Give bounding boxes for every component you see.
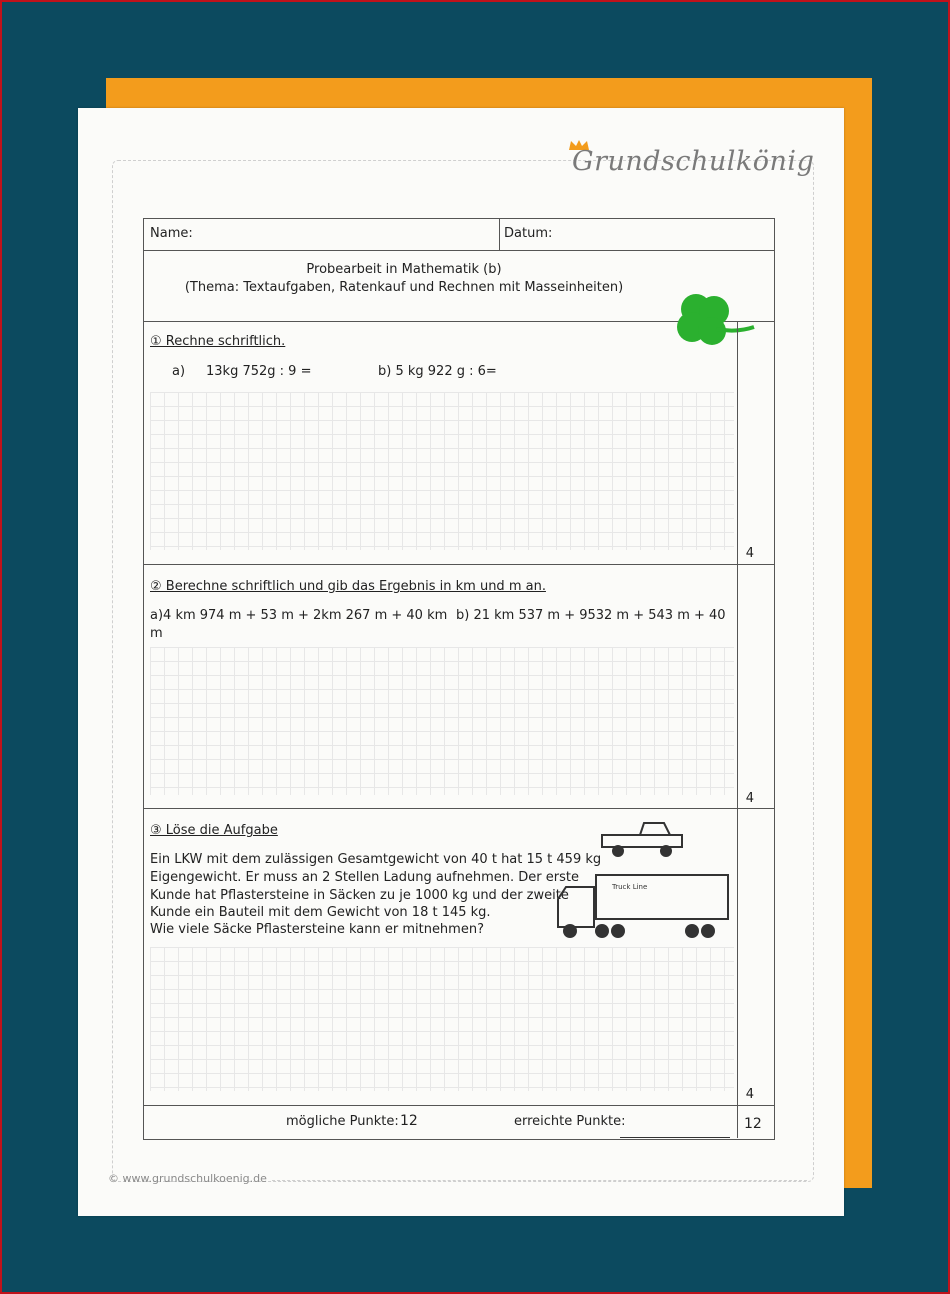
task2-a: a)4 km 974 m + 53 m + 2km 267 m + 40 km (150, 608, 448, 623)
task1-heading: ① Rechne schriftlich. (150, 334, 286, 349)
score-column (737, 565, 774, 808)
title-line2: (Thema: Textaufgaben, Ratenkauf und Rechnen mit Masseinheiten) (184, 280, 624, 295)
score-column (737, 322, 774, 564)
exam-sheet (143, 218, 775, 1140)
task2-b: b) 21 km 537 m + 9532 m + 543 m + 40 (456, 608, 726, 623)
answer-grid (150, 647, 734, 795)
task1-a: 13kg 752g : 9 = (206, 364, 312, 379)
task3-line: Kunde hat Pflastersteine in Säcken zu je 1000 kg und der zweite (150, 888, 569, 903)
task1-b: b) 5 kg 922 g : 6= (378, 364, 497, 379)
summary-row (144, 1106, 774, 1138)
footer-copyright: © www.grundschulkoenig.de (108, 1172, 267, 1185)
answer-grid (150, 947, 734, 1091)
achieved-points-label: erreichte Punkte: (514, 1114, 626, 1129)
task2-heading: ② Berechne schriftlich und gib das Ergebnis in km und m an. (150, 579, 546, 594)
truck-label: Truck Line (612, 883, 648, 891)
semi-truck-icon (554, 871, 732, 943)
title-line1: Probearbeit in Mathematik (b) (306, 262, 502, 277)
task2-a-cont: m (150, 626, 163, 641)
possible-points-value: 12 (400, 1113, 418, 1129)
possible-points-label: mögliche Punkte: (286, 1114, 399, 1129)
footer-dashed-line (272, 1180, 807, 1181)
total-points: 12 (744, 1116, 762, 1132)
date-label: Datum: (504, 226, 553, 241)
task3-line: Ein LKW mit dem zulässigen Gesamtgewicht von 40 t hat 15 t 459 kg (150, 852, 602, 867)
task3-line: Wie viele Säcke Pflastersteine kann er mitnehmen? (150, 922, 484, 937)
signature-line (620, 1137, 730, 1138)
header-row (144, 219, 774, 251)
brand-logo: Grundschulkönig (572, 146, 815, 177)
name-label: Name: (150, 226, 193, 241)
score-column (737, 809, 774, 1105)
answer-grid (150, 392, 734, 550)
task3-line: Kunde ein Bauteil mit dem Gewicht von 18 t 145 kg. (150, 905, 491, 920)
task1-a-label: a) (172, 364, 186, 379)
pickup-truck-icon (600, 819, 686, 861)
task1-points: 4 (745, 546, 754, 561)
task3-points: 4 (745, 1087, 754, 1102)
header-divider (499, 219, 500, 250)
task1-section (144, 322, 774, 565)
task2-section (144, 565, 774, 809)
task3-section (144, 809, 774, 1106)
task3-line: Eigengewicht. Er muss an 2 Stellen Ladung aufnehmen. Der erste (150, 870, 579, 885)
task2-points: 4 (745, 791, 754, 806)
title-row (144, 251, 774, 322)
task3-heading: ③ Löse die Aufgabe (150, 823, 278, 838)
